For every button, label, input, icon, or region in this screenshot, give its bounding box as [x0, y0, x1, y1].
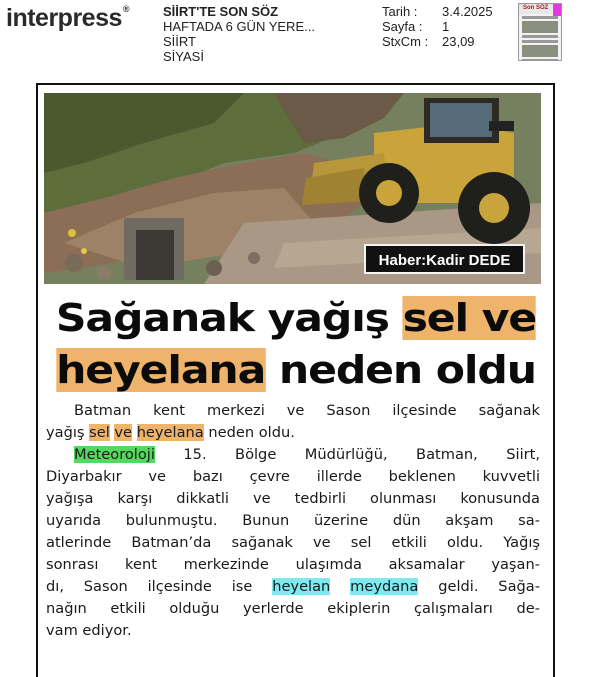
body-line: yağış sel ve heyelana neden oldu.: [46, 424, 295, 441]
body-line: sonrası kent merkezinde ulaşımda aksamalar yaşan-: [46, 556, 540, 573]
body-line: yağışa karşı dikkatli ve tedbirli olunması konusunda: [46, 490, 540, 507]
publication-name: SİİRT'TE SON SÖZ: [163, 4, 279, 19]
headline-line-1: Sağanak yağış sel ve: [55, 296, 537, 340]
meta-labels: [382, 4, 428, 49]
photo-caption: Haber:Kadir DEDE: [364, 244, 525, 274]
article-body: [46, 400, 540, 642]
body-line: Diyarbakır ve bazı çevre illerde beklenen kuvvetli: [46, 468, 540, 485]
body-line: Batman kent merkezi ve Sason ilçesinde sağanak: [74, 402, 540, 419]
body-highlight: heyelana: [136, 424, 204, 441]
city: SİİRT: [163, 34, 196, 49]
body-highlight-green: Meteoroloji: [74, 446, 155, 463]
article-headline: [16, 292, 576, 396]
body-line: dı, Sason ilçesinde ise heyelan meydana geldi. Sağa-: [46, 578, 540, 595]
headline-line-2: heyelana neden oldu: [56, 348, 536, 392]
body-highlight: sel: [89, 424, 110, 441]
body-line: uyarıda bulunmuştu. Bunun üzerine dün akşam sa-: [46, 512, 540, 529]
page-thumbnail[interactable]: [518, 3, 562, 61]
date-value: 3.4.2025: [442, 4, 493, 19]
page-label: Sayfa :: [382, 19, 423, 34]
stxcm-label: StxCm :: [382, 34, 429, 49]
category: SİYASİ: [163, 49, 204, 64]
date-label: Tarih :: [382, 4, 418, 19]
thumbnail-marker: [553, 4, 561, 16]
body-line: Meteoroloji 15. Bölge Müdürlüğü, Batman, Siirt,: [74, 446, 540, 463]
interpress-logo: interpress®: [6, 4, 130, 32]
meta-values: [442, 4, 493, 49]
headline-highlight-2: heyelana: [56, 348, 266, 392]
body-highlight-cyan: meydana: [350, 578, 419, 595]
body-line: atlerinde Batman’da sağanak ve sel etkili oldu. Yağış: [46, 534, 540, 551]
body-highlight: ve: [114, 424, 133, 441]
headline-highlight-1: sel ve: [402, 296, 537, 340]
body-line: vam ediyor.: [46, 622, 132, 639]
body-highlight-cyan: heyelan: [272, 578, 331, 595]
body-line: nağın etkili olduğu yerlerde ekiplerin çalışmaları de-: [46, 600, 540, 617]
article-short-title: HAFTADA 6 GÜN YERE...: [163, 19, 315, 34]
thumbnail-masthead: Son SÖZ: [519, 4, 561, 14]
publication-info: [163, 4, 315, 64]
page-value: 1: [442, 19, 450, 34]
stxcm-value: 23,09: [442, 34, 475, 49]
